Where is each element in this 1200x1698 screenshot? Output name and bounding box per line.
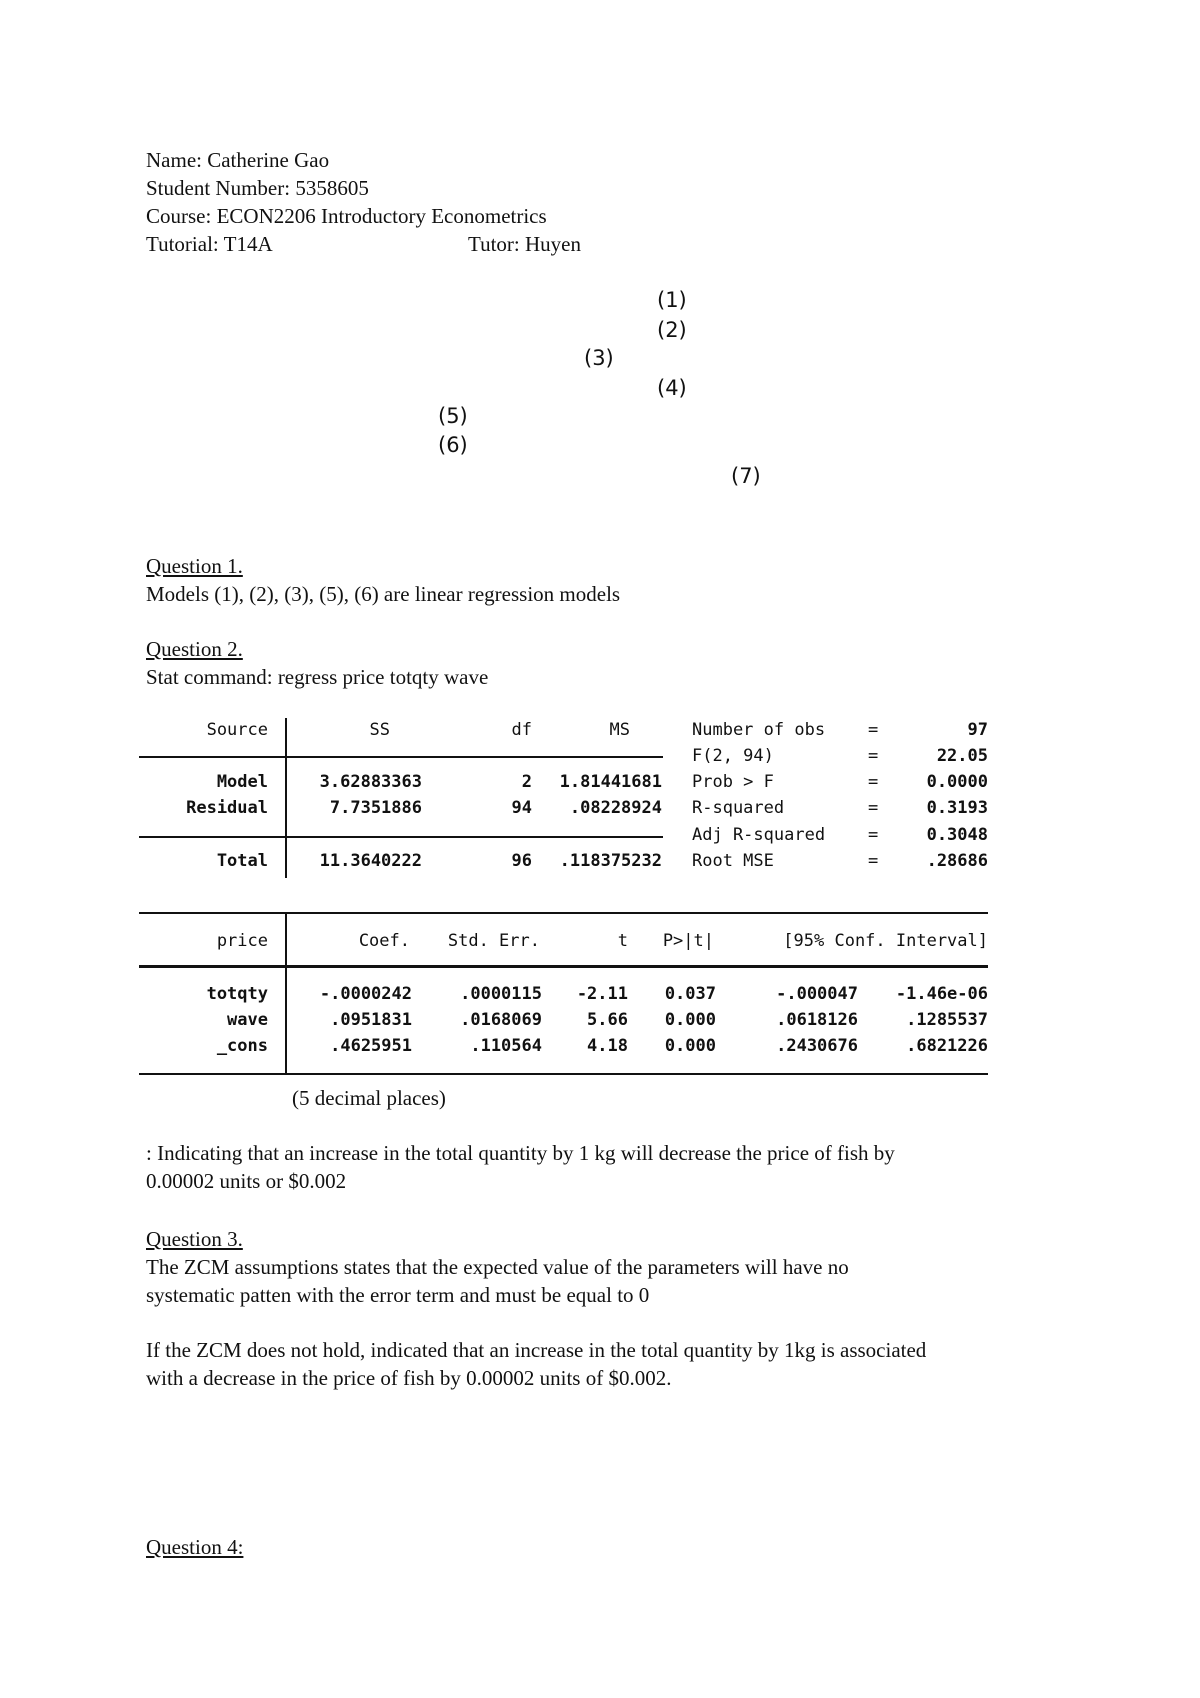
equation-label-7: (7) [731, 464, 761, 488]
fit-eq: = [868, 746, 879, 766]
anova-total-rule [139, 836, 663, 838]
coef-header-se: Std. Err. [447, 931, 540, 951]
coef-cell: .6821226 [906, 1036, 988, 1056]
question-3-paragraph-2-line-2: with a decrease in the price of fish by 0.00002 units of $0.002. [146, 1366, 672, 1390]
coef-header-rule [139, 965, 988, 968]
fit-label: F(2, 94) [692, 746, 774, 766]
anova-row-source: Model [216, 772, 268, 792]
coef-header-ci: [95% Conf. Interval] [783, 931, 988, 951]
coef-cell: .110564 [470, 1036, 542, 1056]
question-1-title: Question 1. [146, 554, 243, 578]
equation-label-1: (1) [657, 288, 687, 312]
fit-label: Root MSE [692, 851, 774, 871]
coef-header-coef: Coef. [358, 931, 410, 951]
coef-cell: .2430676 [776, 1036, 858, 1056]
stata-command: Stat command: regress price totqty wave [146, 665, 489, 689]
coef-header-t: t [617, 931, 628, 951]
fit-value: 97 [967, 720, 988, 740]
fit-value: 0.3193 [926, 798, 988, 818]
anova-cell: 94 [511, 798, 532, 818]
anova-header-ss: SS [369, 720, 390, 740]
question-3-title: Question 3. [146, 1227, 243, 1251]
course: Course: ECON2206 Introductory Econometrics [146, 204, 547, 228]
fit-label: Adj R-squared [692, 825, 826, 845]
anova-cell: 7.7351886 [329, 798, 422, 818]
coef-cell: .1285537 [906, 1010, 988, 1030]
coef-top-rule [139, 912, 988, 914]
anova-row-source: Total [216, 851, 268, 871]
anova-cell: .08228924 [569, 798, 662, 818]
interpretation-line-2: 0.00002 units or $0.002 [146, 1169, 347, 1193]
question-3-paragraph-1-line-1: The ZCM assumptions states that the expected value of the parameters will have no [146, 1255, 849, 1279]
anova-cell: 3.62883363 [319, 772, 422, 792]
coef-cell: 5.66 [587, 1010, 628, 1030]
student-name: Name: Catherine Gao [146, 148, 330, 172]
anova-cell: .118375232 [559, 851, 662, 871]
tutor: Tutor: Huyen [468, 232, 581, 256]
equation-label-4: (4) [657, 376, 687, 400]
coef-cell: -1.46e-06 [895, 984, 988, 1004]
interpretation-line-1: : Indicating that an increase in the total quantity by 1 kg will decrease the price of fish by [146, 1141, 895, 1165]
fit-eq: = [868, 720, 879, 740]
anova-cell: 2 [521, 772, 532, 792]
equation-label-2: (2) [657, 318, 687, 342]
coef-row-var: wave [227, 1010, 268, 1030]
question-3-paragraph-1-line-2: systematic patten with the error term and must be equal to 0 [146, 1283, 650, 1307]
fit-label: Prob > F [692, 772, 774, 792]
equation-label-3: (3) [584, 346, 614, 370]
anova-vertical-rule [285, 718, 287, 878]
fit-value: 0.3048 [926, 825, 988, 845]
coef-cell: .0951831 [330, 1010, 412, 1030]
coef-cell: -2.11 [576, 984, 628, 1004]
student-number: Student Number: 5358605 [146, 176, 369, 200]
coef-header-var: price [216, 931, 268, 951]
fit-eq: = [868, 772, 879, 792]
coef-cell: -.0000242 [319, 984, 412, 1004]
anova-row-source: Residual [186, 798, 268, 818]
anova-cell: 96 [511, 851, 532, 871]
fit-value: .28686 [926, 851, 988, 871]
fit-label: Number of obs [692, 720, 826, 740]
fit-eq: = [868, 798, 879, 818]
fit-label: R-squared [692, 798, 785, 818]
anova-cell: 1.81441681 [559, 772, 662, 792]
equation-label-6: (6) [438, 433, 468, 457]
anova-header-source: Source [206, 720, 268, 740]
coef-row-var: _cons [216, 1036, 268, 1056]
coef-row-var: totqty [206, 984, 268, 1004]
question-2-title: Question 2. [146, 637, 243, 661]
anova-header-df: df [511, 720, 532, 740]
coef-cell: .0000115 [460, 984, 542, 1004]
equation-label-5: (5) [438, 404, 468, 428]
question-3-paragraph-2-line-1: If the ZCM does not hold, indicated that an increase in the total quantity by 1kg is associated [146, 1338, 927, 1362]
fit-value: 0.0000 [926, 772, 988, 792]
coef-vertical-rule [285, 912, 287, 1074]
coef-cell: -.000047 [776, 984, 858, 1004]
coef-cell: 4.18 [587, 1036, 628, 1056]
coef-cell: 0.000 [664, 1036, 716, 1056]
coef-cell: .0618126 [776, 1010, 858, 1030]
question-1-answer: Models (1), (2), (3), (5), (6) are linear regression models [146, 582, 621, 606]
decimal-note: (5 decimal places) [292, 1086, 446, 1110]
anova-header-rule [139, 756, 663, 758]
question-4-title: Question 4: [146, 1535, 244, 1559]
coef-cell: 0.037 [664, 984, 716, 1004]
fit-eq: = [868, 825, 879, 845]
coef-cell: .4625951 [330, 1036, 412, 1056]
coef-header-p: P>|t| [662, 931, 714, 951]
fit-eq: = [868, 851, 879, 871]
anova-header-ms: MS [609, 720, 630, 740]
coef-cell: .0168069 [460, 1010, 542, 1030]
anova-cell: 11.3640222 [319, 851, 422, 871]
tutorial: Tutorial: T14A [146, 232, 273, 256]
fit-value: 22.05 [936, 746, 988, 766]
coef-bottom-rule [139, 1073, 988, 1075]
coef-cell: 0.000 [664, 1010, 716, 1030]
